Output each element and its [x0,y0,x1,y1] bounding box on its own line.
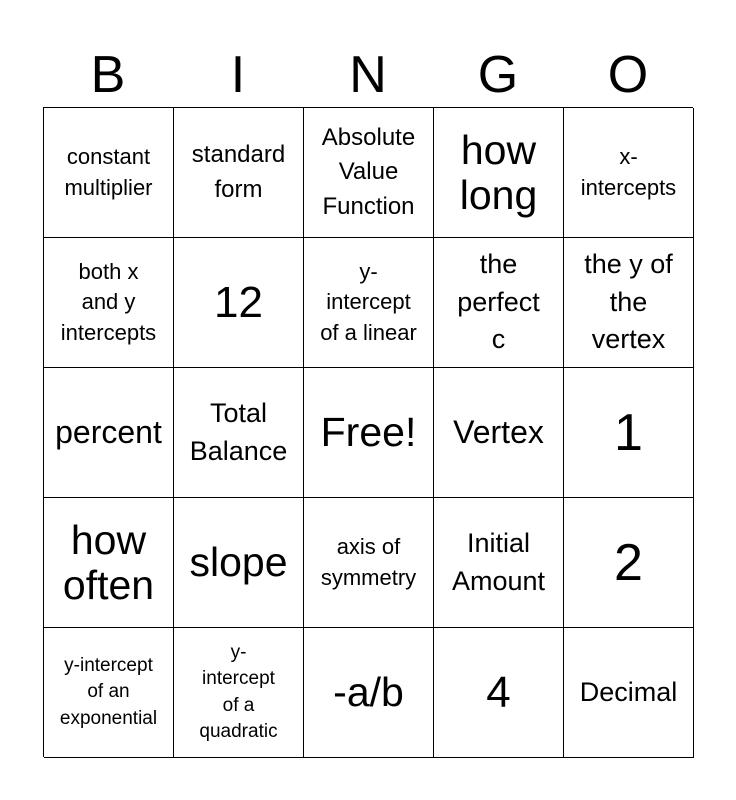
cell-text: constant multiplier [64,144,153,200]
cell-text: standard form [191,141,286,203]
cell-text: axis of symmetry [320,534,417,590]
cell-text: the perfect c [457,248,540,355]
bingo-cell-r4c5[interactable] [564,498,694,628]
bingo-cell-r4c4[interactable] [434,498,564,628]
bingo-cell-r3c3[interactable] [304,368,434,498]
cell-text: 2 [614,533,643,592]
header-letter-o: O [607,46,649,104]
cell-text: y- intercept of a quadratic [199,642,278,742]
cell-text: Free! [320,409,417,456]
bingo-cell-r4c3[interactable] [304,498,434,628]
bingo-cell-r1c3[interactable] [304,108,434,238]
header-letter-b: B [90,46,126,104]
cell-text: both x and y intercepts [60,258,157,345]
bingo-cell-r3c5[interactable] [564,368,694,498]
bingo-cell-r5c5[interactable] [564,628,694,758]
bingo-cell-r1c1[interactable] [44,108,174,238]
bingo-header [43,44,693,106]
cell-text: Vertex [453,413,544,450]
cell-text: 1 [614,403,643,462]
bingo-cell-r2c3[interactable] [304,238,434,368]
bingo-cell-r2c2[interactable] [174,238,304,368]
bingo-cell-r4c2[interactable] [174,498,304,628]
bingo-cell-r3c2[interactable] [174,368,304,498]
bingo-cell-r2c4[interactable] [434,238,564,368]
bingo-cell-r1c5[interactable] [564,108,694,238]
bingo-cell-r2c5[interactable] [564,238,694,368]
bingo-cell-r2c1[interactable] [44,238,174,368]
cell-text: 12 [214,277,263,327]
cell-text: 4 [486,667,511,717]
bingo-cell-r5c4[interactable] [434,628,564,758]
bingo-board [43,107,693,757]
cell-text: Absolute Value Function [321,124,416,220]
cell-text: the y of the vertex [584,248,673,355]
cell-text: slope [189,539,288,586]
cell-text: how long [459,127,538,218]
cell-text: y-intercept of an exponential [59,655,158,729]
bingo-cell-r5c2[interactable] [174,628,304,758]
cell-text: y- intercept of a linear [320,258,417,345]
bingo-cell-r5c3[interactable] [304,628,434,758]
cell-text: Decimal [579,676,678,707]
cell-text: how often [62,517,155,608]
header-letter-g: G [477,46,519,104]
bingo-cell-r1c4[interactable] [434,108,564,238]
cell-text: percent [55,413,162,450]
cell-text: -a/b [333,669,404,716]
cell-text: Total Balance [189,397,288,466]
bingo-cell-r5c1[interactable] [44,628,174,758]
bingo-cell-r4c1[interactable] [44,498,174,628]
bingo-cell-r1c2[interactable] [174,108,304,238]
bingo-cell-r3c4[interactable] [434,368,564,498]
bingo-cell-r3c1[interactable] [44,368,174,498]
cell-text: Initial Amount [451,527,546,596]
header-letter-n: N [349,46,387,104]
cell-text: x- intercepts [580,144,677,200]
header-letter-i: I [230,46,246,104]
